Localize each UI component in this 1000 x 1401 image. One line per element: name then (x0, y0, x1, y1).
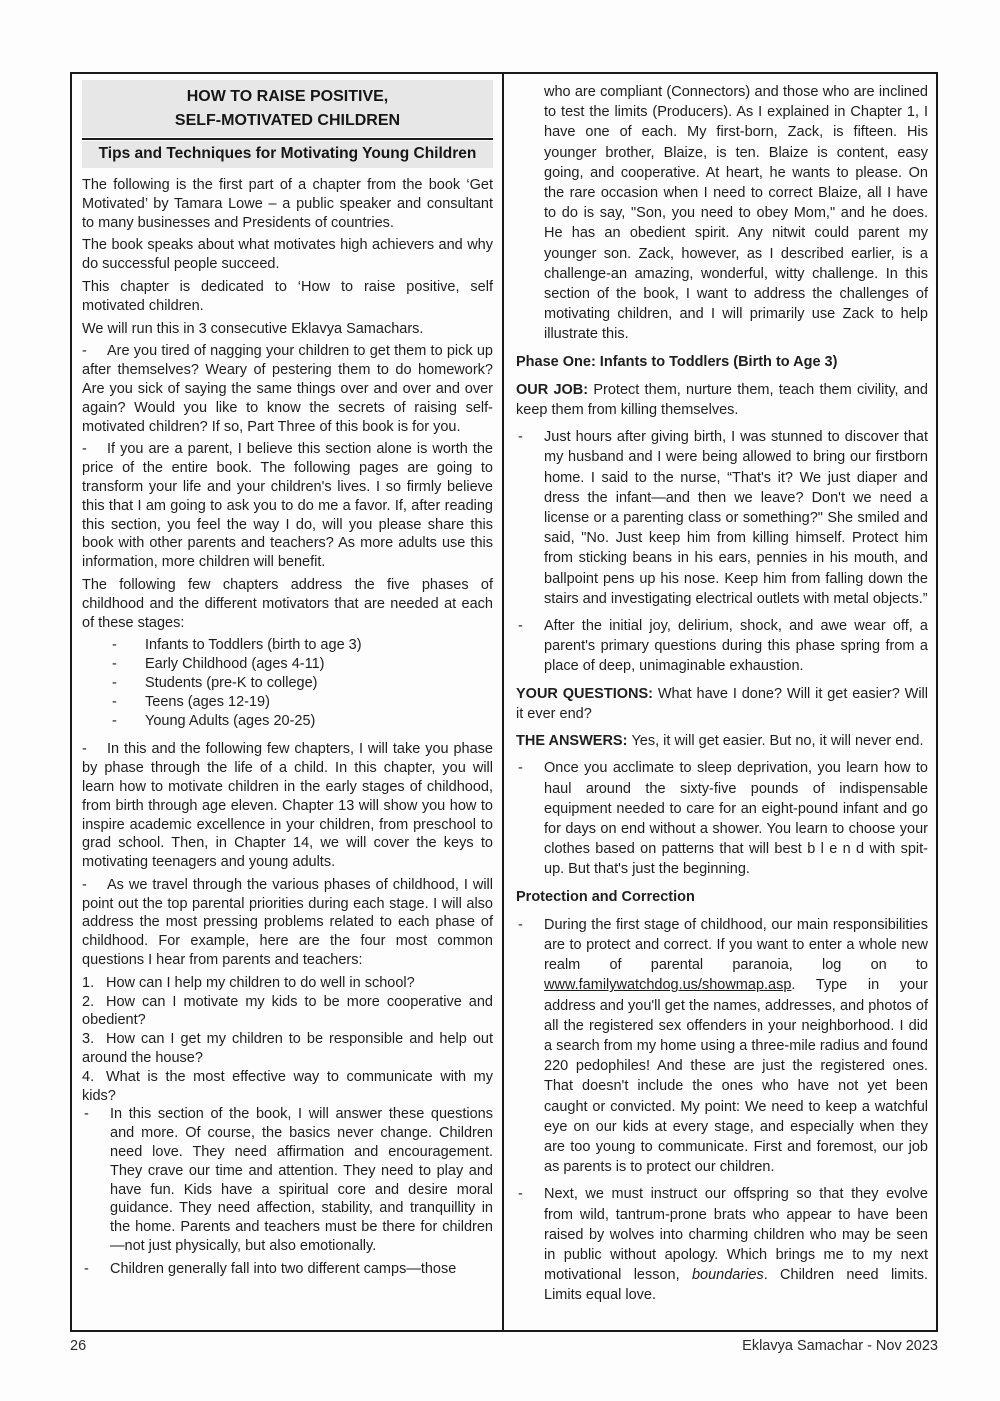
label-text: OUR JOB: (516, 381, 594, 398)
right-column (504, 74, 936, 1330)
paragraph: - Children generally fall into two different camps—those (84, 1260, 457, 1277)
list-marker: - (518, 618, 523, 635)
list-marker: - (112, 712, 117, 729)
article-header (82, 80, 493, 168)
list-marker: - (112, 656, 117, 673)
right-column-text (516, 82, 928, 1306)
numbered-question: 3. How can I get my children to be responsible and help out around the house? (82, 1031, 493, 1067)
paragraph: - Just hours after giving birth, I was stunned to discover that my husband and I were being allowed to bring our firstborn home. I said to the nurse, “That's it? We just diaper and dress the infant—and then we leave? Don't we need a license or a parenting class or something?" She smiled and said, "No. Just keep him from killing himself. Protect him from sticking beans in his ears, pennies in his mouth, and ballpoint pens up his nose. Keep him from falling down the stairs and investigating electrical outlets with metal objects.” (518, 429, 928, 607)
list-marker: 4. (82, 1068, 95, 1085)
paragraph: The following few chapters address the five phases of childhood and the different motivators that are needed at each of these stages: (82, 576, 493, 631)
numbered-question: 1. How can I help my children to do well in school? (82, 974, 415, 991)
stage-list-item: - Young Adults (ages 20-25) (112, 712, 316, 729)
paragraph: This chapter is dedicated to ‘How to raise positive, self motivated children. (82, 278, 493, 314)
list-marker: - (518, 429, 523, 446)
list-marker: - (84, 1106, 89, 1123)
paragraph: - In this and the following few chapters, I will take you phase by phase through the life of a child. In this chapter, you will learn how to motivate children in the early stages of childhood, from birth through age eleven. Chapter 13 will show you how to inspire academic excellence in your children, from preschool to grad school. Then, in Chapter 14, we will cover the keys to motivating teenagers and young adults. (82, 741, 493, 871)
title-line-1: HOW TO RAISE POSITIVE, (186, 88, 389, 105)
list-marker: - (112, 637, 117, 654)
list-marker: - (82, 343, 87, 360)
emphasis-text: boundaries (691, 1267, 764, 1284)
list-marker: - (84, 1260, 89, 1277)
paragraph: - In this section of the book, I will answer these questions and more. Of course, the basics never change. Children need love. They need affirmation and encouragement. They crave our time and attention. They need to play and have fun. Kids have a spiritual core and desire moral guidance. They need affection, stability, and tranquillity in the home. Parents and teachers must be there for children—not just physically, but also emotionally. (84, 1106, 493, 1255)
list-marker: 2. (82, 993, 95, 1010)
label-text: THE ANSWERS: (516, 733, 632, 750)
page-footer (70, 1337, 938, 1355)
list-marker: - (518, 1186, 523, 1203)
url-text: www.familywatchdog.us/showmap.asp (544, 977, 792, 994)
article-border-box (70, 72, 938, 1332)
numbered-question: 2. How can I motivate my kids to be more cooperative and obedient? (82, 993, 493, 1029)
paragraph: - If you are a parent, I believe this section alone is worth the price of the entire book. The following pages are going to transform your life and your children's lives. I so firmly believe this that I am going to ask you to do me a favor. If, after reading this section, you feel the way I do, will you please share this book with other parents and teachers? As more adults use this information, more children will benefit. (82, 441, 493, 571)
continued-paragraph: who are compliant (Connectors) and those who are inclined to test the limits (Producers). As I explained in Chapter 1, I have one of each. My first-born, Zack, is fifteen. His younger brother, Blaize, is ten. Blaize is content, easy going, and cooperative. At heart, he wants to please. On the rare occasion when I need to correct Blaize, all I have to do is say, "Son, you need to obey Mom," and he does. He has an obedient spirit. Any nitwit could parent my younger son. Zack, however, as I described earlier, is a challenge-an amazing, wonderful, witty challenge. In this section of the book, I want to address the challenges of motivating children, and I will primarily use Zack to help illustrate this. (544, 84, 928, 343)
list-marker: - (518, 916, 523, 933)
label-text: YOUR QUESTIONS: (516, 685, 658, 702)
stage-list-item: - Teens (ages 12-19) (112, 693, 270, 710)
article-subtitle: Tips and Techniques for Motivating Young Children (82, 141, 493, 168)
paragraph: - During the first stage of childhood, our main responsibilities are to protect and correct. If you want to enter a whole new realm of parental paranoia, log on to www.familywatchdog.us/showmap.asp. Type in your address and you'll get the names, addresses, and photos of all the registered sex offenders in your neighborhood. I did a search from my home using a three-mile radius and found 220 pedophiles! And these are just the registered ones. That doesn't include the ones who have not yet been caught or convicted. My point: We need to keep a watchful eye on our kids at every stage, and especially when they are too young to communicate. First and foremost, our job as parents is to protect our children. (518, 916, 928, 1176)
paragraph: The following is the first part of a chapter from the book ‘Get Motivated’ by Tamara Lowe – a public speaker and consultant to many businesses and Presidents of countries. (82, 177, 493, 231)
header-divider (82, 138, 493, 140)
left-column (72, 74, 504, 1330)
article-title (82, 80, 493, 137)
paragraph: - Once you acclimate to sleep deprivation, you learn how to haul around the sixty-five pounds of indispensable equipment needed to care for an eight-pound infant and go for days on end without a shower. You learn to choose your clothes based on patterns that will best b l e n d with spit-up. But that's just the beginning. (518, 760, 928, 878)
list-marker: - (82, 876, 87, 893)
list-marker: 1. (82, 974, 95, 991)
paragraph: YOUR QUESTIONS: What have I done? Will it get easier? Will it ever end? (516, 685, 928, 722)
title-line-2: SELF-MOTIVATED CHILDREN (174, 112, 401, 129)
section-heading: Protection and Correction (516, 888, 695, 905)
stage-list-item: - Early Childhood (ages 4-11) (112, 656, 325, 673)
paragraph: - As we travel through the various phases of childhood, I will point out the top parental priorities during each stage. I will also address the most pressing problems related to each phase of childhood. For example, here are the four most common questions I hear from parents and teachers: (82, 876, 493, 969)
section-heading: Phase One: Infants to Toddlers (Birth to Age 3) (516, 353, 838, 370)
paragraph: - Next, we must instruct our offspring so that they evolve from wild, tantrum-prone brats who appear to have been raised by wolves into charming children who may be seen in public without apology. Which brings me to my next motivational lesson, boundaries. Children need limits. Limits equal love. (518, 1186, 928, 1304)
numbered-question: 4. What is the most effective way to communicate with my kids? (82, 1068, 493, 1104)
stage-list-item: - Students (pre-K to college) (112, 674, 318, 691)
page-number: 26 (70, 1338, 87, 1354)
paragraph: THE ANSWERS: Yes, it will get easier. But no, it will never end. (516, 733, 924, 750)
paragraph: The book speaks about what motivates high achievers and why do successful people succeed. (82, 237, 493, 273)
paragraph: OUR JOB: Protect them, nurture them, teach them civility, and keep them from killing themselves. (516, 381, 929, 419)
paragraph: - After the initial joy, delirium, shock, and awe wear off, a parent's primary questions during this phase spring from a place of deep, unimaginable exhaustion. (518, 618, 928, 675)
publication-name: Eklavya Samachar - Nov 2023 (742, 1338, 938, 1354)
stage-list-item: - Infants to Toddlers (birth to age 3) (112, 637, 362, 654)
left-column-text (82, 176, 493, 1279)
paragraph: We will run this in 3 consecutive Eklavya Samachars. (82, 320, 424, 337)
list-marker: - (518, 760, 523, 777)
list-marker: - (82, 741, 87, 758)
list-marker: - (112, 674, 117, 691)
list-marker: 3. (82, 1031, 95, 1048)
paragraph: - Are you tired of nagging your children to get them to pick up after themselves? Weary of pestering them to do homework? Are you sick of saying the same things over and over and over again? Would you like to know the secrets of raising self-motivated children? If so, Part Three of this book is for you. (82, 343, 493, 435)
list-marker: - (82, 441, 87, 458)
list-marker: - (112, 693, 117, 710)
